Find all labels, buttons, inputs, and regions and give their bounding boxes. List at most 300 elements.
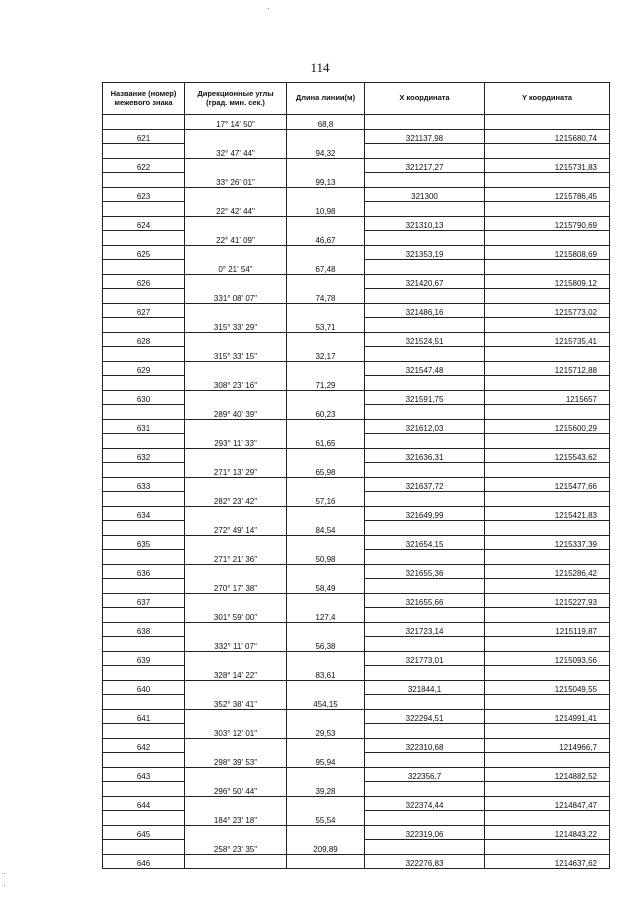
cell-length: 56,38: [287, 637, 365, 652]
cell-x: 322276,83: [365, 854, 485, 869]
header-x: X координата: [365, 83, 485, 115]
cell-name: 628: [103, 332, 185, 347]
cell-angle: 0° 21' 54": [185, 260, 287, 275]
table-row-segment: [103, 811, 610, 826]
cell-x: [365, 695, 485, 710]
cell-name: [103, 318, 185, 333]
cell-x: 321636,31: [365, 448, 485, 463]
cell-angle: 184° 23' 18": [185, 811, 287, 826]
cell-y: 1215680,74: [485, 129, 610, 144]
cell-y: 1215808,69: [485, 245, 610, 260]
cell-x: [365, 753, 485, 768]
cell-x: [365, 724, 485, 739]
cell-length: [287, 564, 365, 579]
table-row-segment: [103, 521, 610, 536]
cell-x: 321655,36: [365, 564, 485, 579]
cell-name: 630: [103, 390, 185, 405]
cell-y: [485, 550, 610, 565]
header-length: Длина линии(м): [287, 83, 365, 115]
cell-angle: 32° 47' 44": [185, 144, 287, 159]
table-row-point: [103, 419, 610, 434]
cell-angle: 315° 33' 29": [185, 318, 287, 333]
cell-name: 635: [103, 535, 185, 550]
cell-y: 1215227,93: [485, 593, 610, 608]
cell-name: [103, 811, 185, 826]
table-row-point: [103, 680, 610, 695]
cell-angle: [185, 187, 287, 202]
cell-angle: [185, 448, 287, 463]
table-row-segment: [103, 840, 610, 855]
table-row-segment: [103, 376, 610, 391]
cell-y: [485, 666, 610, 681]
cell-y: 1215337,39: [485, 535, 610, 550]
cell-angle: [185, 419, 287, 434]
cell-name: [103, 434, 185, 449]
cell-x: 321655,66: [365, 593, 485, 608]
table-row-segment: [103, 753, 610, 768]
table-row-point: [103, 303, 610, 318]
cell-length: [287, 303, 365, 318]
cell-y: [485, 840, 610, 855]
cell-y: [485, 608, 610, 623]
table-row-segment: [103, 347, 610, 362]
cell-name: [103, 550, 185, 565]
cell-name: [103, 753, 185, 768]
cell-x: 321137,98: [365, 129, 485, 144]
cell-x: [365, 231, 485, 246]
cell-x: [365, 202, 485, 217]
cell-length: 94,32: [287, 144, 365, 159]
cell-length: [287, 796, 365, 811]
cell-x: [365, 637, 485, 652]
cell-name: [103, 840, 185, 855]
cell-length: [287, 187, 365, 202]
cell-name: 633: [103, 477, 185, 492]
cell-length: 55,54: [287, 811, 365, 826]
cell-name: 622: [103, 158, 185, 173]
cell-length: [287, 158, 365, 173]
table-row-point: [103, 361, 610, 376]
table-row-segment: [103, 231, 610, 246]
cell-x: [365, 521, 485, 536]
cell-angle: [185, 129, 287, 144]
cell-angle: [185, 738, 287, 753]
cell-y: 1214966,7: [485, 738, 610, 753]
cell-y: [485, 695, 610, 710]
cell-length: 83,61: [287, 666, 365, 681]
cell-name: [103, 347, 185, 362]
table-row-point: [103, 825, 610, 840]
cell-x: 322310,68: [365, 738, 485, 753]
cell-x: 322356,7: [365, 767, 485, 782]
cell-name: 623: [103, 187, 185, 202]
cell-angle: 303° 12' 01": [185, 724, 287, 739]
cell-length: 29,53: [287, 724, 365, 739]
cell-x: [365, 115, 485, 130]
cell-x: 321547,48: [365, 361, 485, 376]
cell-x: 321723,14: [365, 622, 485, 637]
cell-length: 32,17: [287, 347, 365, 362]
table-row-segment: [103, 579, 610, 594]
table-row-segment: [103, 608, 610, 623]
table-row-point: [103, 709, 610, 724]
table-row-point: [103, 651, 610, 666]
cell-x: 322319,06: [365, 825, 485, 840]
table-row-segment: [103, 202, 610, 217]
cell-y: 1215093,56: [485, 651, 610, 666]
cell-angle: 315° 33' 15": [185, 347, 287, 362]
cell-name: 636: [103, 564, 185, 579]
cell-name: [103, 405, 185, 420]
table-row-point: [103, 854, 610, 869]
cell-y: [485, 753, 610, 768]
cell-y: 1214882,52: [485, 767, 610, 782]
cell-name: 621: [103, 129, 185, 144]
table-row-point: [103, 738, 610, 753]
cell-x: [365, 376, 485, 391]
cell-x: 321654,15: [365, 535, 485, 550]
table-row-segment: [103, 637, 610, 652]
cell-length: 99,13: [287, 173, 365, 188]
cell-name: [103, 376, 185, 391]
cell-y: 1215119,87: [485, 622, 610, 637]
cell-length: [287, 854, 365, 869]
cell-name: 638: [103, 622, 185, 637]
cell-length: [287, 129, 365, 144]
cell-angle: 258° 23' 35": [185, 840, 287, 855]
cell-length: [287, 477, 365, 492]
scan-speck: [268, 8, 269, 9]
cell-length: [287, 680, 365, 695]
cell-name: 629: [103, 361, 185, 376]
cell-y: 1215735,41: [485, 332, 610, 347]
cell-y: 1214991,41: [485, 709, 610, 724]
cell-angle: 272° 49' 14": [185, 521, 287, 536]
cell-length: [287, 651, 365, 666]
cell-name: 637: [103, 593, 185, 608]
cell-y: [485, 724, 610, 739]
cell-length: 61,65: [287, 434, 365, 449]
table-row-segment: [103, 115, 610, 130]
scan-speck: [4, 885, 5, 886]
cell-length: [287, 361, 365, 376]
cell-angle: 271° 21' 36": [185, 550, 287, 565]
cell-y: [485, 463, 610, 478]
cell-name: 640: [103, 680, 185, 695]
cell-length: [287, 825, 365, 840]
table-row-point: [103, 158, 610, 173]
cell-x: [365, 492, 485, 507]
cell-angle: [185, 390, 287, 405]
cell-length: 46,67: [287, 231, 365, 246]
scan-speck: [4, 873, 5, 874]
cell-y: 1214637,62: [485, 854, 610, 869]
cell-length: 53,71: [287, 318, 365, 333]
table-row-point: [103, 767, 610, 782]
cell-y: [485, 579, 610, 594]
cell-angle: 22° 41' 09": [185, 231, 287, 246]
cell-angle: [185, 535, 287, 550]
cell-x: [365, 144, 485, 159]
cell-angle: [185, 506, 287, 521]
cell-angle: [185, 796, 287, 811]
cell-x: 321300: [365, 187, 485, 202]
cell-length: [287, 390, 365, 405]
cell-angle: 296° 50' 44": [185, 782, 287, 797]
cell-y: [485, 811, 610, 826]
cell-y: 1215600,29: [485, 419, 610, 434]
cell-name: 625: [103, 245, 185, 260]
cell-length: 39,28: [287, 782, 365, 797]
cell-angle: [185, 332, 287, 347]
cell-y: 1215477,66: [485, 477, 610, 492]
cell-name: 634: [103, 506, 185, 521]
cell-length: 127,4: [287, 608, 365, 623]
cell-angle: [185, 216, 287, 231]
cell-name: [103, 260, 185, 275]
cell-angle: 289° 40' 39": [185, 405, 287, 420]
table-header-row: [103, 83, 610, 115]
cell-angle: [185, 767, 287, 782]
cell-x: [365, 173, 485, 188]
table-row-segment: [103, 724, 610, 739]
cell-length: 454,15: [287, 695, 365, 710]
cell-x: [365, 463, 485, 478]
cell-y: 1215731,83: [485, 158, 610, 173]
table-row-segment: [103, 144, 610, 159]
cell-name: [103, 579, 185, 594]
cell-name: [103, 695, 185, 710]
coordinates-table: [102, 82, 610, 869]
cell-y: [485, 260, 610, 275]
cell-angle: 331° 08' 07": [185, 289, 287, 304]
cell-name: [103, 115, 185, 130]
table-row-point: [103, 129, 610, 144]
cell-y: [485, 405, 610, 420]
cell-x: 321524,51: [365, 332, 485, 347]
cell-name: [103, 231, 185, 246]
cell-y: [485, 173, 610, 188]
table-row-point: [103, 506, 610, 521]
table-row-segment: [103, 289, 610, 304]
cell-x: 321310,13: [365, 216, 485, 231]
cell-angle: 328° 14' 22": [185, 666, 287, 681]
cell-length: 84,54: [287, 521, 365, 536]
cell-length: 58,49: [287, 579, 365, 594]
table-row-segment: [103, 318, 610, 333]
cell-x: [365, 260, 485, 275]
cell-angle: 270° 17' 38": [185, 579, 287, 594]
cell-x: [365, 608, 485, 623]
cell-length: 57,16: [287, 492, 365, 507]
cell-x: 321591,75: [365, 390, 485, 405]
cell-x: 321637,72: [365, 477, 485, 492]
table-row-point: [103, 390, 610, 405]
table-row-segment: [103, 782, 610, 797]
cell-name: 639: [103, 651, 185, 666]
cell-name: 645: [103, 825, 185, 840]
cell-x: [365, 666, 485, 681]
cell-name: [103, 173, 185, 188]
cell-length: 67,48: [287, 260, 365, 275]
cell-angle: [185, 361, 287, 376]
cell-length: [287, 332, 365, 347]
cell-length: [287, 419, 365, 434]
table-row-segment: [103, 260, 610, 275]
table-row-segment: [103, 463, 610, 478]
cell-name: 641: [103, 709, 185, 724]
table-row-point: [103, 274, 610, 289]
table-row-point: [103, 622, 610, 637]
cell-y: [485, 434, 610, 449]
table-row-point: [103, 448, 610, 463]
cell-y: 1215421,83: [485, 506, 610, 521]
cell-name: 631: [103, 419, 185, 434]
cell-length: 74,78: [287, 289, 365, 304]
cell-x: 321773,01: [365, 651, 485, 666]
cell-angle: 17° 14' 50": [185, 115, 287, 130]
cell-angle: [185, 593, 287, 608]
cell-length: [287, 245, 365, 260]
cell-angle: 308° 23' 16": [185, 376, 287, 391]
cell-y: [485, 782, 610, 797]
cell-x: 321486,16: [365, 303, 485, 318]
cell-name: 632: [103, 448, 185, 463]
cell-name: [103, 144, 185, 159]
cell-y: 1215286,42: [485, 564, 610, 579]
cell-length: 65,98: [287, 463, 365, 478]
cell-length: [287, 709, 365, 724]
cell-x: [365, 405, 485, 420]
cell-length: 50,98: [287, 550, 365, 565]
cell-name: [103, 782, 185, 797]
table-row-segment: [103, 666, 610, 681]
cell-angle: [185, 825, 287, 840]
cell-x: [365, 840, 485, 855]
cell-x: [365, 782, 485, 797]
table-row-point: [103, 535, 610, 550]
header-angle: Дирекционные углы (град. мин. сек.): [185, 83, 287, 115]
cell-x: [365, 347, 485, 362]
table-row-point: [103, 187, 610, 202]
cell-angle: [185, 709, 287, 724]
table-row-point: [103, 477, 610, 492]
cell-x: 321353,19: [365, 245, 485, 260]
cell-x: [365, 550, 485, 565]
cell-angle: [185, 158, 287, 173]
cell-y: 1215790,69: [485, 216, 610, 231]
table-row-point: [103, 593, 610, 608]
cell-y: 1214843,22: [485, 825, 610, 840]
cell-name: [103, 492, 185, 507]
header-name: Название (номер) межевого знака: [103, 83, 185, 115]
cell-y: [485, 492, 610, 507]
cell-x: 321217,27: [365, 158, 485, 173]
table-row-segment: [103, 405, 610, 420]
cell-y: [485, 289, 610, 304]
cell-name: 642: [103, 738, 185, 753]
page-number: 114: [310, 60, 330, 75]
cell-angle: [185, 680, 287, 695]
cell-angle: [185, 274, 287, 289]
cell-x: [365, 434, 485, 449]
cell-x: [365, 318, 485, 333]
cell-length: [287, 216, 365, 231]
cell-angle: 352° 38' 41": [185, 695, 287, 710]
cell-angle: [185, 564, 287, 579]
cell-x: [365, 289, 485, 304]
cell-name: 627: [103, 303, 185, 318]
cell-x: 322374,44: [365, 796, 485, 811]
cell-y: 1215773,02: [485, 303, 610, 318]
cell-y: 1215809,12: [485, 274, 610, 289]
cell-x: 321844,1: [365, 680, 485, 695]
cell-y: 1215712,88: [485, 361, 610, 376]
cell-x: [365, 579, 485, 594]
table-row-segment: [103, 434, 610, 449]
table-row-segment: [103, 492, 610, 507]
cell-length: [287, 448, 365, 463]
cell-length: [287, 767, 365, 782]
cell-y: [485, 376, 610, 391]
table-row-point: [103, 245, 610, 260]
cell-y: 1215049,55: [485, 680, 610, 695]
cell-name: 624: [103, 216, 185, 231]
cell-name: 644: [103, 796, 185, 811]
cell-length: 68,8: [287, 115, 365, 130]
cell-angle: [185, 245, 287, 260]
cell-length: 71,29: [287, 376, 365, 391]
cell-y: 1215786,45: [485, 187, 610, 202]
cell-angle: [185, 651, 287, 666]
cell-name: [103, 521, 185, 536]
cell-length: [287, 622, 365, 637]
cell-y: [485, 637, 610, 652]
cell-x: 321420,67: [365, 274, 485, 289]
cell-length: 95,94: [287, 753, 365, 768]
cell-y: 1215543,62: [485, 448, 610, 463]
cell-length: [287, 535, 365, 550]
cell-y: [485, 347, 610, 362]
cell-y: [485, 318, 610, 333]
cell-length: [287, 593, 365, 608]
cell-name: 646: [103, 854, 185, 869]
table-row-segment: [103, 550, 610, 565]
cell-y: [485, 521, 610, 536]
cell-angle: [185, 477, 287, 492]
cell-x: [365, 811, 485, 826]
cell-angle: [185, 854, 287, 869]
cell-name: [103, 724, 185, 739]
cell-x: 322294,51: [365, 709, 485, 724]
cell-y: 1214847,47: [485, 796, 610, 811]
cell-angle: 332° 11' 07": [185, 637, 287, 652]
cell-length: [287, 738, 365, 753]
cell-name: 643: [103, 767, 185, 782]
cell-y: [485, 231, 610, 246]
cell-angle: [185, 303, 287, 318]
cell-angle: 33° 26' 01": [185, 173, 287, 188]
cell-name: [103, 666, 185, 681]
cell-length: 209,89: [287, 840, 365, 855]
table-row-segment: [103, 695, 610, 710]
cell-angle: 293° 11' 33": [185, 434, 287, 449]
cell-angle: [185, 622, 287, 637]
header-y: Y координата: [485, 83, 610, 115]
cell-name: [103, 637, 185, 652]
cell-length: 60,23: [287, 405, 365, 420]
cell-name: [103, 202, 185, 217]
